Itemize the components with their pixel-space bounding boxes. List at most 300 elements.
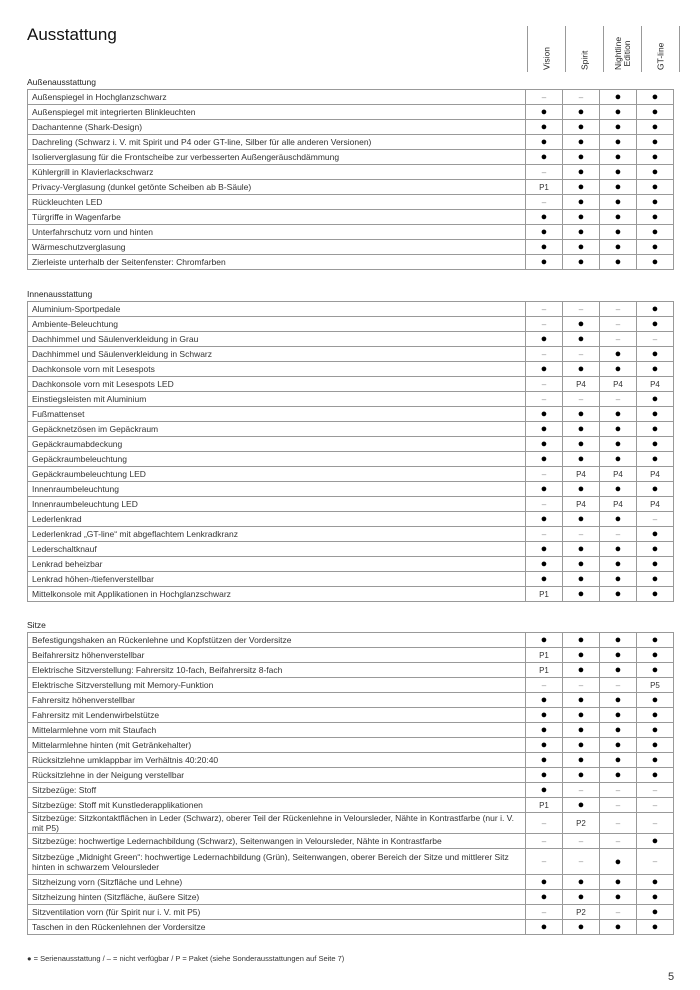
availability-cell: ● <box>637 768 674 783</box>
feature-label: Rücksitzlehne umklappbar im Verhältnis 40:20:40 <box>28 753 526 768</box>
availability-cell: ● <box>600 347 637 362</box>
availability-cell: ● <box>600 542 637 557</box>
availability-cell: ● <box>637 905 674 920</box>
availability-cell: ● <box>600 557 637 572</box>
availability-cell: ● <box>600 875 637 890</box>
availability-cell: ● <box>526 633 563 648</box>
availability-cell: P1 <box>526 587 563 602</box>
table-row <box>28 165 674 180</box>
availability-cell: ● <box>637 135 674 150</box>
availability-cell: ● <box>563 708 600 723</box>
availability-cell: ● <box>637 120 674 135</box>
availability-cell: – <box>600 813 637 834</box>
availability-cell: ● <box>637 693 674 708</box>
availability-cell: ● <box>600 708 637 723</box>
page-title: Ausstattung <box>27 25 117 44</box>
table-row <box>28 317 674 332</box>
table-row <box>28 497 674 512</box>
availability-cell: ● <box>563 557 600 572</box>
feature-label: Sitzbezüge: Stoff mit Kunstlederapplikationen <box>28 798 526 813</box>
availability-cell: ● <box>563 332 600 347</box>
table-row <box>28 738 674 753</box>
availability-cell: – <box>526 467 563 482</box>
table-row <box>28 813 674 834</box>
availability-cell: ● <box>637 302 674 317</box>
availability-cell: ● <box>637 195 674 210</box>
availability-cell: ● <box>563 920 600 935</box>
availability-cell: ● <box>563 738 600 753</box>
availability-cell: ● <box>563 362 600 377</box>
section-heading: Innenausstattung <box>27 289 93 299</box>
feature-label: Unterfahrschutz vorn und hinten <box>28 225 526 240</box>
availability-cell: P1 <box>526 663 563 678</box>
availability-cell: ● <box>600 512 637 527</box>
availability-cell: ● <box>526 240 563 255</box>
availability-cell: ● <box>637 723 674 738</box>
column-label: Spirit <box>579 50 589 70</box>
feature-label: Lederschaltknauf <box>28 542 526 557</box>
feature-label: Fahrersitz höhenverstellbar <box>28 693 526 708</box>
table-row <box>28 150 674 165</box>
table-row <box>28 693 674 708</box>
feature-label: Sitzbezüge: Sitzkontaktflächen in Leder (Schwarz), oberer Teil der Rückenlehne in Veloursleder, Nähte in Kontrastfarbe (nur i. V. mit P5) <box>28 813 526 834</box>
availability-cell: ● <box>637 557 674 572</box>
table-row <box>28 663 674 678</box>
table-row <box>28 90 674 105</box>
table-row <box>28 255 674 270</box>
availability-cell: ● <box>526 225 563 240</box>
availability-cell: ● <box>563 648 600 663</box>
availability-cell: ● <box>637 708 674 723</box>
feature-label: Innenraumbeleuchtung LED <box>28 497 526 512</box>
availability-cell: ● <box>600 105 637 120</box>
availability-cell: ● <box>600 633 637 648</box>
availability-cell: P4 <box>637 467 674 482</box>
availability-cell: – <box>526 165 563 180</box>
feature-label: Zierleiste unterhalb der Seitenfenster: Chromfarben <box>28 255 526 270</box>
availability-cell: ● <box>637 738 674 753</box>
availability-cell: – <box>526 849 563 875</box>
availability-cell: ● <box>637 90 674 105</box>
feature-label: Außenspiegel in Hochglanzschwarz <box>28 90 526 105</box>
availability-cell: ● <box>637 210 674 225</box>
availability-cell: ● <box>637 663 674 678</box>
availability-cell: ● <box>526 783 563 798</box>
availability-cell: ● <box>526 708 563 723</box>
feature-label: Lenkrad höhen-/tiefenverstellbar <box>28 572 526 587</box>
availability-cell: ● <box>637 317 674 332</box>
availability-cell: – <box>526 377 563 392</box>
availability-cell: P1 <box>526 180 563 195</box>
availability-cell: ● <box>637 347 674 362</box>
availability-cell: ● <box>600 849 637 875</box>
feature-label: Innenraumbeleuchtung <box>28 482 526 497</box>
availability-cell: ● <box>637 482 674 497</box>
availability-cell: ● <box>526 150 563 165</box>
availability-cell: ● <box>563 225 600 240</box>
availability-cell: ● <box>563 723 600 738</box>
table-row <box>28 768 674 783</box>
feature-label: Kühlergrill in Klavierlackschwarz <box>28 165 526 180</box>
availability-cell: – <box>526 302 563 317</box>
availability-cell: P1 <box>526 798 563 813</box>
availability-cell: ● <box>563 753 600 768</box>
column-label: Nightline Edition <box>612 36 632 70</box>
availability-cell: ● <box>637 527 674 542</box>
legend: ● = Serienausstattung / – = nicht verfügbar / P = Paket (siehe Sonderausstattungen auf Seite 7) <box>27 954 345 963</box>
table-row <box>28 407 674 422</box>
availability-cell: ● <box>637 542 674 557</box>
column-label: Vision <box>541 47 551 70</box>
table-row <box>28 362 674 377</box>
table-row <box>28 225 674 240</box>
availability-cell: – <box>563 347 600 362</box>
table-row <box>28 452 674 467</box>
table-row <box>28 512 674 527</box>
availability-cell: ● <box>600 407 637 422</box>
feature-label: Dachreling (Schwarz i. V. mit Spirit und P4 oder GT-line, Silber für alle anderen Versionen) <box>28 135 526 150</box>
feature-label: Türgriffe in Wagenfarbe <box>28 210 526 225</box>
feature-label: Fußmattenset <box>28 407 526 422</box>
section-heading: Außenausstattung <box>27 77 96 87</box>
availability-cell: ● <box>600 437 637 452</box>
availability-cell: ● <box>563 587 600 602</box>
feature-label: Aluminium-Sportpedale <box>28 302 526 317</box>
availability-cell: P4 <box>563 497 600 512</box>
availability-cell: – <box>526 813 563 834</box>
availability-cell: ● <box>526 135 563 150</box>
table-row <box>28 708 674 723</box>
table-row <box>28 105 674 120</box>
feature-label: Gepäckraumabdeckung <box>28 437 526 452</box>
table-row <box>28 527 674 542</box>
availability-cell: – <box>526 90 563 105</box>
table-row <box>28 798 674 813</box>
availability-cell: ● <box>563 482 600 497</box>
availability-cell: – <box>600 317 637 332</box>
availability-cell: ● <box>600 693 637 708</box>
availability-cell: P4 <box>637 497 674 512</box>
table-row <box>28 875 674 890</box>
availability-cell: ● <box>637 452 674 467</box>
availability-cell: ● <box>637 834 674 849</box>
table-row <box>28 890 674 905</box>
availability-cell: ● <box>600 225 637 240</box>
feature-label: Einstiegsleisten mit Aluminium <box>28 392 526 407</box>
table-row <box>28 467 674 482</box>
availability-cell: ● <box>563 768 600 783</box>
availability-cell: ● <box>563 890 600 905</box>
equipment-table <box>27 301 674 602</box>
availability-cell: – <box>600 678 637 693</box>
page-number: 5 <box>668 971 675 983</box>
availability-cell: ● <box>563 195 600 210</box>
table-row <box>28 482 674 497</box>
table-row <box>28 723 674 738</box>
table-row <box>28 180 674 195</box>
availability-cell: ● <box>563 512 600 527</box>
availability-cell: ● <box>600 422 637 437</box>
feature-label: Wärmeschutzverglasung <box>28 240 526 255</box>
availability-cell: ● <box>637 225 674 240</box>
availability-cell: ● <box>637 362 674 377</box>
availability-cell: ● <box>637 648 674 663</box>
availability-cell: ● <box>637 422 674 437</box>
availability-cell: ● <box>563 437 600 452</box>
availability-cell: ● <box>600 165 637 180</box>
availability-cell: ● <box>526 542 563 557</box>
table-row <box>28 648 674 663</box>
availability-cell: ● <box>563 180 600 195</box>
availability-cell: – <box>526 905 563 920</box>
feature-label: Mittelarmlehne hinten (mit Getränkehalter) <box>28 738 526 753</box>
column-header-vision <box>527 26 565 72</box>
availability-cell: ● <box>563 422 600 437</box>
feature-label: Mittelarmlehne vorn mit Staufach <box>28 723 526 738</box>
availability-cell: – <box>600 527 637 542</box>
availability-cell: ● <box>600 90 637 105</box>
availability-cell: P5 <box>637 678 674 693</box>
availability-cell: P4 <box>563 377 600 392</box>
availability-cell: ● <box>600 452 637 467</box>
availability-cell: ● <box>637 392 674 407</box>
availability-cell: – <box>637 332 674 347</box>
table-row <box>28 392 674 407</box>
availability-cell: ● <box>526 210 563 225</box>
table-row <box>28 572 674 587</box>
availability-cell: ● <box>637 105 674 120</box>
feature-label: Sitzbezüge: hochwertige Ledernachbildung (Schwarz), Seitenwangen in Veloursleder, Nähte in Kontrastfarbe <box>28 834 526 849</box>
feature-label: Isolierverglasung für die Frontscheibe zur verbesserten Außengeräuschdämmung <box>28 150 526 165</box>
feature-label: Elektrische Sitzverstellung mit Memory-Funktion <box>28 678 526 693</box>
table-row <box>28 240 674 255</box>
table-row <box>28 195 674 210</box>
table-row <box>28 210 674 225</box>
availability-cell: ● <box>563 120 600 135</box>
availability-cell: – <box>600 834 637 849</box>
availability-cell: ● <box>563 317 600 332</box>
availability-cell: – <box>563 527 600 542</box>
availability-cell: – <box>563 90 600 105</box>
availability-cell: ● <box>526 452 563 467</box>
availability-cell: ● <box>526 572 563 587</box>
availability-cell: ● <box>563 633 600 648</box>
table-row <box>28 633 674 648</box>
table-row <box>28 834 674 849</box>
feature-label: Sitzheizung vorn (Sitzfläche und Lehne) <box>28 875 526 890</box>
availability-cell: ● <box>526 422 563 437</box>
availability-cell: ● <box>563 165 600 180</box>
availability-cell: – <box>600 332 637 347</box>
table-row <box>28 377 674 392</box>
feature-label: Sitzbezüge „Midnight Green“: hochwertige Ledernachbildung (Grün), Seitenwangen, oberer Bereich der Sitze und mittlerer Sitz hinten in schwarzem Veloursleder <box>28 849 526 875</box>
availability-cell: ● <box>600 648 637 663</box>
availability-cell: ● <box>526 255 563 270</box>
availability-cell: ● <box>637 437 674 452</box>
section-heading: Sitze <box>27 620 46 630</box>
table-row <box>28 302 674 317</box>
availability-cell: – <box>563 834 600 849</box>
table-row <box>28 678 674 693</box>
availability-cell: ● <box>637 920 674 935</box>
availability-cell: ● <box>526 875 563 890</box>
feature-label: Lederlenkrad <box>28 512 526 527</box>
availability-cell: – <box>637 813 674 834</box>
availability-cell: ● <box>526 738 563 753</box>
availability-cell: ● <box>563 240 600 255</box>
availability-cell: ● <box>637 407 674 422</box>
availability-cell: ● <box>526 512 563 527</box>
column-headers <box>527 26 680 72</box>
availability-cell: P4 <box>600 467 637 482</box>
availability-cell: ● <box>563 572 600 587</box>
availability-cell: ● <box>637 875 674 890</box>
table-row <box>28 120 674 135</box>
availability-cell: ● <box>637 150 674 165</box>
availability-cell: ● <box>600 587 637 602</box>
availability-cell: – <box>600 798 637 813</box>
availability-cell: ● <box>563 798 600 813</box>
availability-cell: – <box>526 834 563 849</box>
feature-label: Dachhimmel und Säulenverkleidung in Grau <box>28 332 526 347</box>
table-row <box>28 422 674 437</box>
feature-label: Dachhimmel und Säulenverkleidung in Schwarz <box>28 347 526 362</box>
availability-cell: ● <box>600 482 637 497</box>
availability-cell: ● <box>526 482 563 497</box>
feature-label: Privacy-Verglasung (dunkel getönte Scheiben ab B-Säule) <box>28 180 526 195</box>
availability-cell: ● <box>563 135 600 150</box>
availability-cell: ● <box>563 210 600 225</box>
availability-cell: – <box>526 317 563 332</box>
availability-cell: – <box>563 678 600 693</box>
availability-cell: ● <box>600 753 637 768</box>
availability-cell: ● <box>563 105 600 120</box>
availability-cell: – <box>600 905 637 920</box>
availability-cell: ● <box>526 890 563 905</box>
table-row <box>28 905 674 920</box>
feature-label: Dachkonsole vorn mit Lesespots <box>28 362 526 377</box>
equipment-table <box>27 632 674 935</box>
feature-label: Gepäckraumbeleuchtung <box>28 452 526 467</box>
availability-cell: ● <box>637 633 674 648</box>
availability-cell: ● <box>637 180 674 195</box>
availability-cell: ● <box>600 920 637 935</box>
feature-label: Taschen in den Rückenlehnen der Vordersitze <box>28 920 526 935</box>
availability-cell: ● <box>637 753 674 768</box>
table-row <box>28 849 674 875</box>
table-row <box>28 332 674 347</box>
availability-cell: ● <box>600 150 637 165</box>
feature-label: Beifahrersitz höhenverstellbar <box>28 648 526 663</box>
availability-cell: ● <box>563 663 600 678</box>
availability-cell: – <box>526 392 563 407</box>
feature-label: Sitzbezüge: Stoff <box>28 783 526 798</box>
availability-cell: ● <box>637 572 674 587</box>
availability-cell: P4 <box>600 497 637 512</box>
table-row <box>28 347 674 362</box>
availability-cell: ● <box>600 890 637 905</box>
availability-cell: ● <box>526 753 563 768</box>
availability-cell: – <box>600 302 637 317</box>
availability-cell: – <box>563 392 600 407</box>
feature-label: Rücksitzlehne in der Neigung verstellbar <box>28 768 526 783</box>
availability-cell: ● <box>600 255 637 270</box>
availability-cell: ● <box>600 180 637 195</box>
availability-cell: ● <box>563 150 600 165</box>
availability-cell: ● <box>637 890 674 905</box>
availability-cell: – <box>563 849 600 875</box>
table-row <box>28 920 674 935</box>
availability-cell: P1 <box>526 648 563 663</box>
feature-label: Befestigungshaken an Rückenlehne und Kopfstützen der Vordersitze <box>28 633 526 648</box>
availability-cell: – <box>600 392 637 407</box>
table-row <box>28 557 674 572</box>
feature-label: Lederlenkrad „GT-line“ mit abgeflachtem Lenkradkranz <box>28 527 526 542</box>
availability-cell: ● <box>526 332 563 347</box>
availability-cell: ● <box>563 452 600 467</box>
feature-label: Außenspiegel mit integrierten Blinkleuchten <box>28 105 526 120</box>
feature-label: Fahrersitz mit Lendenwirbelstütze <box>28 708 526 723</box>
availability-cell: ● <box>563 407 600 422</box>
availability-cell: ● <box>526 723 563 738</box>
availability-cell: P4 <box>637 377 674 392</box>
table-row <box>28 542 674 557</box>
availability-cell: ● <box>600 572 637 587</box>
availability-cell: P2 <box>563 813 600 834</box>
availability-cell: ● <box>526 557 563 572</box>
availability-cell: – <box>526 195 563 210</box>
feature-label: Gepäckraumbeleuchtung LED <box>28 467 526 482</box>
availability-cell: – <box>526 527 563 542</box>
availability-cell: ● <box>526 920 563 935</box>
feature-label: Rückleuchten LED <box>28 195 526 210</box>
availability-cell: ● <box>600 135 637 150</box>
availability-cell: ● <box>526 120 563 135</box>
availability-cell: ● <box>600 120 637 135</box>
availability-cell: ● <box>526 437 563 452</box>
availability-cell: – <box>637 798 674 813</box>
feature-label: Dachantenne (Shark-Design) <box>28 120 526 135</box>
availability-cell: ● <box>637 165 674 180</box>
equipment-table <box>27 89 674 270</box>
availability-cell: – <box>637 849 674 875</box>
availability-cell: P4 <box>563 467 600 482</box>
availability-cell: ● <box>600 210 637 225</box>
feature-label: Mittelkonsole mit Applikationen in Hochglanzschwarz <box>28 587 526 602</box>
availability-cell: – <box>526 497 563 512</box>
table-row <box>28 753 674 768</box>
availability-cell: ● <box>563 693 600 708</box>
availability-cell: ● <box>526 105 563 120</box>
availability-cell: ● <box>637 255 674 270</box>
availability-cell: ● <box>600 663 637 678</box>
availability-cell: ● <box>600 723 637 738</box>
feature-label: Gepäcknetzösen im Gepäckraum <box>28 422 526 437</box>
feature-label: Dachkonsole vorn mit Lesespots LED <box>28 377 526 392</box>
table-row <box>28 587 674 602</box>
availability-cell: ● <box>526 407 563 422</box>
availability-cell: P2 <box>563 905 600 920</box>
column-header-gtline <box>641 26 680 72</box>
availability-cell: – <box>600 783 637 798</box>
availability-cell: ● <box>600 240 637 255</box>
feature-label: Sitzventilation vorn (für Spirit nur i. V. mit P5) <box>28 905 526 920</box>
availability-cell: – <box>526 347 563 362</box>
feature-label: Sitzheizung hinten (Sitzfläche, äußere Sitze) <box>28 890 526 905</box>
feature-label: Elektrische Sitzverstellung: Fahrersitz 10-fach, Beifahrersitz 8-fach <box>28 663 526 678</box>
availability-cell: ● <box>563 255 600 270</box>
table-row <box>28 437 674 452</box>
